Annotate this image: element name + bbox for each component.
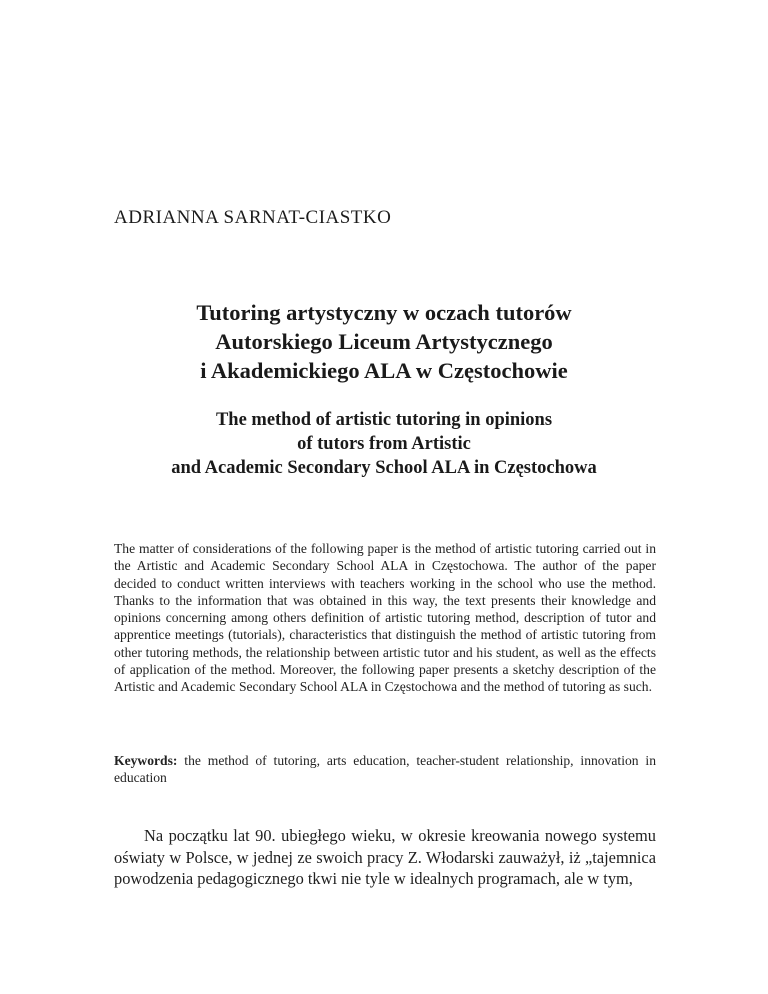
abstract: The matter of considerations of the following paper is the method of artistic tutoring carried out in the Artistic and Academic Secondary School ALA in Częstochowa. The author of the paper decided to conduct written interviews with teachers working in the school who use the method. Thanks to the information that was obtained in this way, the text presents their knowledge and opinions concerning among others definition of artistic tutoring method, description of tutor and apprentice meetings (tutorials), characteristics that distinguish the method of artistic tutoring from other tutoring methods, the relationship between artistic tutor and his student, as well as the effects of application of the method. Moreover, the following paper presents a sketchy description of the Artistic and Academic Secondary School ALA in Częstochowa and the method of tutoring as such. [114, 541, 656, 695]
title-polish-line: Autorskiego Liceum Artystycznego [215, 329, 553, 354]
title-polish-line: i Akademickiego ALA w Częstochowie [200, 358, 568, 383]
body-paragraph: Na początku lat 90. ubiegłego wieku, w okresie kreowania nowego systemu oświaty w Polsce, w jednej ze swoich pracy Z. Włodarski zauważył, iż „tajemnica powodzenia pedagogicznego tkwi nie tyle w idealnych programach, ale w tym, [114, 826, 656, 888]
keywords-text: the method of tutoring, arts education, teacher-student relationship, innovation in education [114, 753, 656, 786]
title-polish [114, 298, 654, 385]
title-english [114, 408, 654, 480]
title-english-line: of tutors from Artistic [297, 434, 471, 454]
keywords-label: Keywords: [114, 753, 178, 768]
keywords [114, 752, 656, 787]
title-english-line: The method of artistic tutoring in opinions [215, 410, 553, 430]
author-name: ADRIANNA SARNAT-CIASTKO [114, 207, 392, 228]
title-english-line: and Academic Secondary School ALA in Częstochowa [171, 458, 597, 478]
title-polish-line: Tutoring artystyczny w oczach tutorów [196, 300, 572, 325]
